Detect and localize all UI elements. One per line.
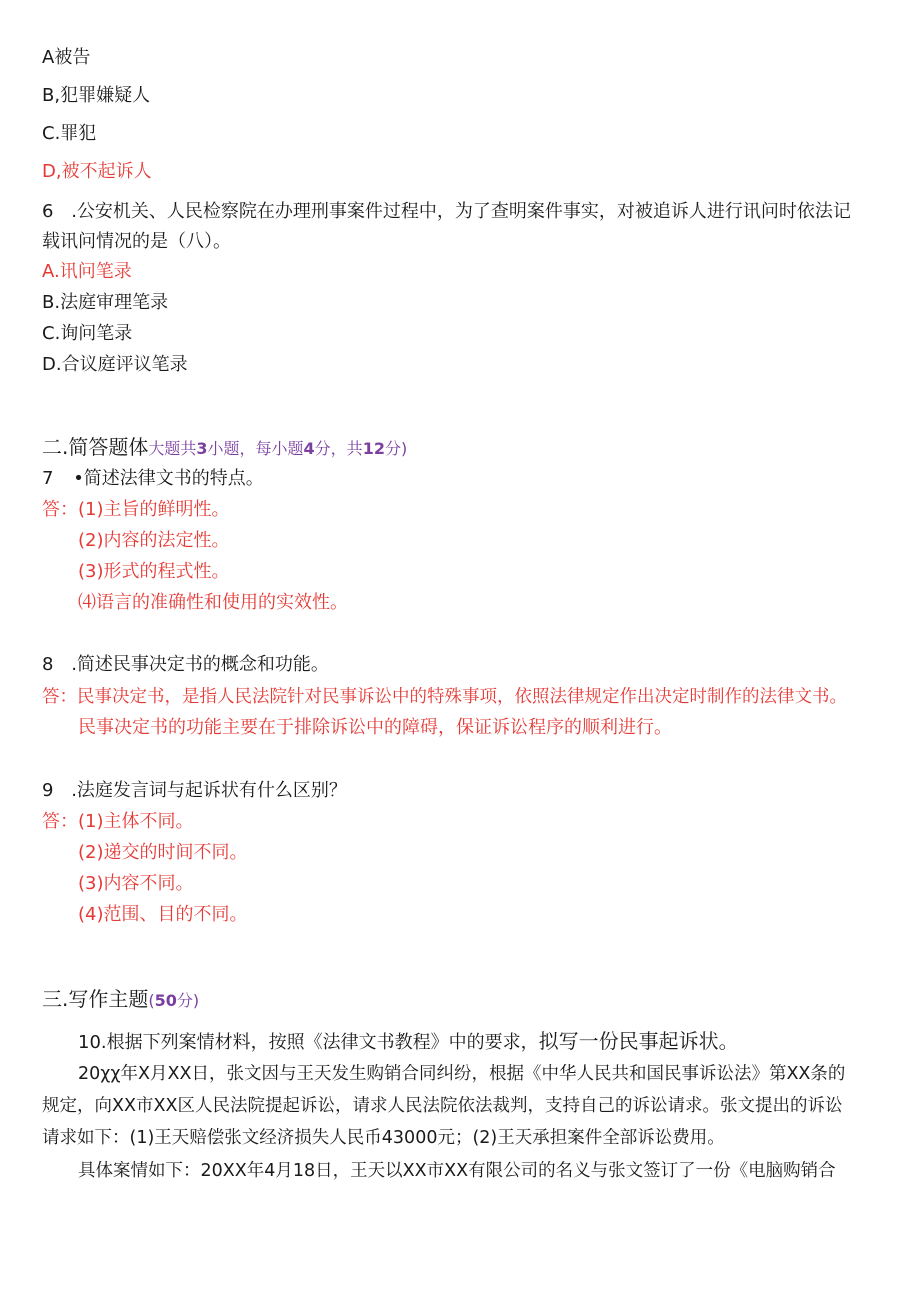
q6-text-line1: .公安机关、人民检察院在办理刑事案件过程中，为了查明案件事实，对被追诉人进行讯问时依法记 <box>71 201 851 222</box>
q9-text: .法庭发言词与起诉状有什么区别？ <box>71 780 347 801</box>
section3-header <box>42 988 199 1012</box>
q6-number: 6 <box>42 201 54 222</box>
q8-number: 8 <box>42 654 54 675</box>
q10-text: 10.根据下列案情材料，按照《法律文书教程》中的要求， <box>78 1032 539 1053</box>
q5-option-c: C.罪犯 <box>42 123 97 144</box>
section3-title: 三.写作主题 <box>42 987 149 1011</box>
q10-question <box>78 1030 739 1054</box>
section3-note: (50分) <box>148 991 200 1010</box>
q9-answer-line1: 答：(1)主体不同。 <box>42 811 194 832</box>
q10-para1-line3: 请求如下：(1)王天赔偿张文经济损失人民币43000元；(2)王天承担案件全部诉讼费用。 <box>42 1128 725 1148</box>
section2-title: 二.简答题体 <box>42 435 149 459</box>
q6-text-line2: 载讯问情况的是（八）。 <box>42 231 231 252</box>
q5-option-d: D,被不起诉人 <box>42 161 152 182</box>
q8-answer-line1: 答：民事决定书，是指人民法院针对民事诉讼中的特殊事项，依照法律规定作出决定时制作的法律文书。 <box>42 687 847 707</box>
answer-label: 答： <box>42 499 78 520</box>
q7-answer-line2: (2)内容的法定性。 <box>78 530 230 551</box>
q6-option-d: D.合议庭评议笔录 <box>42 354 188 375</box>
q6-option-b: B.法庭审理笔录 <box>42 292 169 313</box>
q6-question <box>42 201 851 223</box>
q8-answer-line2: 民事决定书的功能主要在于排除诉讼中的障碍，保证诉讼程序的顺利进行。 <box>78 717 672 738</box>
q10-para1-line1: 20χχ年X月XX日，张文因与王天发生购销合同纠纷，根据《中华人民共和国民事诉讼法》第XX条的 <box>78 1064 846 1084</box>
q7-answer-line1: 答：(1)主旨的鲜明性。 <box>42 499 230 520</box>
q6-option-c: C.询问笔录 <box>42 323 133 344</box>
q8-question <box>42 654 329 676</box>
q9-question <box>42 780 347 802</box>
answer-label: 答： <box>42 811 78 832</box>
q10-para1-line2: 规定，向XX市XX区人民法院提起诉讼，请求人民法院依法裁判，支持自己的诉讼请求。张文提出的诉讼 <box>42 1096 843 1116</box>
q10-para2-line1: 具体案情如下：20XX年4月18日，王天以XX市XX有限公司的名义与张文签订了一份《电脑购销合 <box>78 1161 836 1181</box>
section2-header <box>42 436 407 460</box>
section2-note: 大题共3小题，每小题4分，共12分) <box>148 439 408 458</box>
q7-number: 7 <box>42 468 54 489</box>
q10-text-emphasis: 拟写一份民事起诉状。 <box>538 1029 739 1053</box>
q9-number: 9 <box>42 780 54 801</box>
q7-text: •简述法律文书的特点。 <box>73 468 264 489</box>
q6-option-a: A.讯问笔录 <box>42 261 132 282</box>
q7-answer-line4: ⑷语言的准确性和使用的实效性。 <box>78 592 348 613</box>
q9-answer-line3: (3)内容不同。 <box>78 873 194 894</box>
q8-text: .简述民事决定书的概念和功能。 <box>71 654 329 675</box>
answer-label: 答： <box>42 687 77 707</box>
q5-option-b: B,犯罪嫌疑人 <box>42 85 151 106</box>
q7-question <box>42 468 264 490</box>
q9-answer-line4: (4)范围、目的不同。 <box>78 904 248 925</box>
q9-answer-line2: (2)递交的时间不同。 <box>78 842 248 863</box>
q5-option-a: A被告 <box>42 47 91 68</box>
q7-answer-line3: (3)形式的程式性。 <box>78 561 230 582</box>
